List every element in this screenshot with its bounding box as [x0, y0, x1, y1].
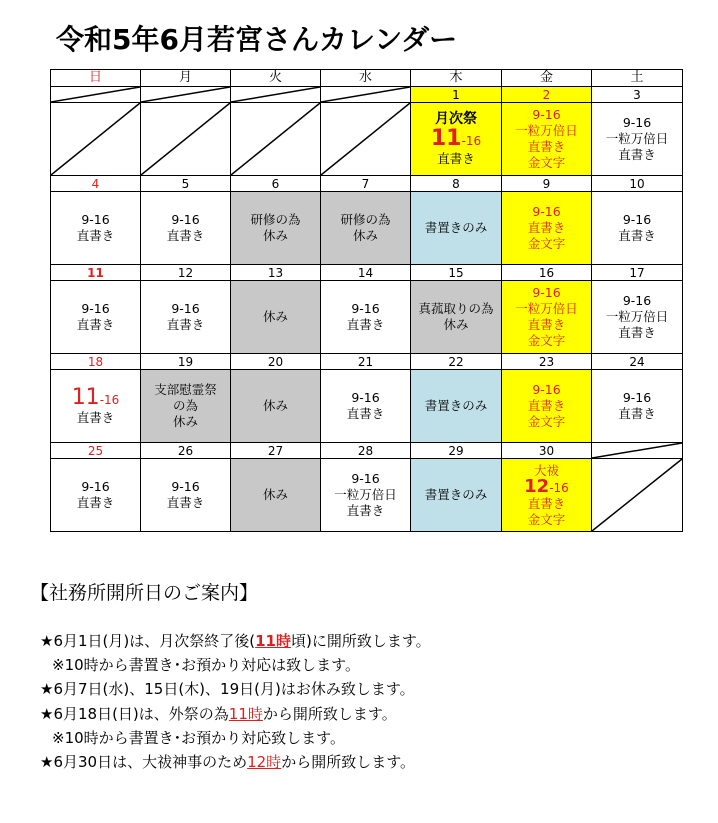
event-label: 月次祭	[435, 111, 477, 127]
date-number: 1	[411, 87, 502, 103]
service-label: 金文字	[527, 155, 566, 170]
week-2-content	[51, 192, 683, 265]
date-number: 24	[592, 354, 683, 370]
closed-reason: の為	[172, 398, 198, 413]
info-text: ★6月18日(日)は、外祭の為	[40, 705, 229, 723]
closed-label: 休み	[443, 317, 469, 332]
hours-label: 9-16	[171, 479, 200, 494]
closed-reason: 研修の為	[250, 212, 301, 227]
day-cell-jun-26	[141, 459, 231, 532]
week-4-content	[51, 370, 683, 443]
day-cell-jun-11	[51, 281, 141, 354]
week-5-content	[51, 459, 683, 532]
week-3-content	[51, 281, 683, 354]
day-cell-jun-12	[141, 281, 231, 354]
closed-label: 休み	[262, 398, 288, 413]
week-5-dates	[51, 443, 683, 459]
service-label: 直書き	[166, 317, 205, 332]
hours-label: 9-16	[171, 301, 200, 316]
weekday-mon: 月	[141, 70, 231, 87]
date-number: 13	[231, 265, 321, 281]
day-cell-jun-2	[502, 103, 592, 176]
day-cell-jun-20	[231, 370, 321, 443]
day-cell-jun-8	[411, 192, 502, 265]
event-label: 大祓	[533, 462, 559, 478]
day-cell-jun-16	[502, 281, 592, 354]
closed-reason: 支部慰霊祭	[154, 382, 217, 397]
hours-label: 9-16	[532, 382, 561, 397]
date-number: 23	[502, 354, 592, 370]
closed-label: 休み	[352, 228, 378, 243]
empty-date-cell	[141, 87, 231, 103]
date-number: 9	[502, 176, 592, 192]
date-number: 15	[411, 265, 502, 281]
service-label: 直書き	[76, 228, 115, 243]
info-line-4	[40, 703, 397, 724]
day-cell-jun-7	[321, 192, 411, 265]
closing-hour: -16	[99, 393, 120, 407]
day-cell-jun-28	[321, 459, 411, 532]
date-number: 27	[231, 443, 321, 459]
calendar-table	[50, 69, 683, 532]
date-number: 5	[141, 176, 231, 192]
week-2-dates	[51, 176, 683, 192]
service-label: 直書き	[166, 495, 205, 510]
closing-hour: -16	[461, 134, 482, 148]
service-label: 金文字	[527, 333, 566, 348]
service-label: 直書き	[346, 317, 385, 332]
hours-label: 9-16	[622, 390, 652, 405]
service-label: 金文字	[527, 414, 566, 429]
service-label: 金文字	[527, 236, 566, 251]
info-text: から開所致します。	[281, 753, 415, 771]
day-cell-jun-17	[592, 281, 683, 354]
service-label: 直書き	[346, 406, 385, 421]
date-number: 30	[502, 443, 592, 459]
day-cell-jun-4	[51, 192, 141, 265]
day-cell-jun-9	[502, 192, 592, 265]
date-number: 14	[321, 265, 411, 281]
hours-label: 9-16	[622, 212, 652, 227]
date-number: 11	[51, 265, 141, 281]
info-heading: 【社務所開所日のご案内】	[30, 582, 259, 604]
day-cell-jun-1	[411, 103, 502, 176]
info-line-1	[40, 630, 431, 651]
service-label: 直書き	[527, 317, 566, 332]
empty-date-cell	[51, 87, 141, 103]
empty-date-cell	[321, 87, 411, 103]
date-number: 3	[592, 87, 683, 103]
hours-label: 9-16	[532, 285, 561, 300]
info-text: ★6月30日は、大祓神事のため	[40, 753, 248, 771]
date-number: 17	[592, 265, 683, 281]
opening-hour: 11	[71, 385, 100, 410]
date-number: 18	[51, 354, 141, 370]
day-cell-jun-27	[231, 459, 321, 532]
closing-hour: -16	[549, 480, 569, 495]
empty-day-cell	[321, 103, 411, 176]
day-cell-jun-15	[411, 281, 502, 354]
opening-hour: 11	[430, 126, 462, 151]
empty-date-cell	[231, 87, 321, 103]
hours-label: 9-16	[351, 471, 380, 486]
day-cell-jun-18	[51, 370, 141, 443]
weekday-fri: 金	[502, 70, 592, 87]
date-number: 4	[51, 176, 141, 192]
date-number: 16	[502, 265, 592, 281]
date-number: 26	[141, 443, 231, 459]
date-number: 25	[51, 443, 141, 459]
event-label: 一粒万倍日	[605, 309, 669, 324]
info-highlight-time: 12時	[247, 753, 282, 771]
empty-day-cell	[231, 103, 321, 176]
service-label: 直書き	[346, 503, 385, 518]
date-number: 28	[321, 443, 411, 459]
service-label: 直書き	[527, 495, 566, 511]
service-label: 書置きのみ	[424, 487, 488, 502]
info-text: ★6月1日(月)は、月次祭終了後(	[40, 632, 256, 650]
closed-reason: 真菰取りの為	[418, 301, 494, 316]
date-number: 22	[411, 354, 502, 370]
day-cell-jun-6	[231, 192, 321, 265]
info-text: 頃)に開所致します。	[290, 632, 431, 650]
info-highlight-time: 11時	[255, 632, 291, 650]
closed-label: 休み	[262, 309, 288, 324]
empty-day-cell	[141, 103, 231, 176]
weekday-thu: 木	[411, 70, 502, 87]
empty-day-cell	[51, 103, 141, 176]
closed-reason: 研修の為	[340, 212, 391, 227]
hours-label: 9-16	[351, 390, 380, 405]
day-cell-jun-5	[141, 192, 231, 265]
week-1-content	[51, 103, 683, 176]
hours-label: 9-16	[81, 479, 110, 494]
service-label: 直書き	[618, 147, 656, 162]
event-label: 一粒万倍日	[515, 301, 578, 316]
hours-label: 9-16	[622, 115, 652, 130]
date-number: 20	[231, 354, 321, 370]
date-number: 29	[411, 443, 502, 459]
service-label: 直書き	[166, 228, 205, 243]
date-number: 2	[502, 87, 592, 103]
hours-label: 9-16	[351, 301, 380, 316]
service-label: 金文字	[527, 511, 566, 527]
week-3-dates	[51, 265, 683, 281]
day-cell-jun-22	[411, 370, 502, 443]
service-label: 直書き	[527, 139, 566, 154]
date-number: 12	[141, 265, 231, 281]
day-cell-jun-19	[141, 370, 231, 443]
weekday-header-row	[51, 70, 683, 87]
day-cell-jun-13	[231, 281, 321, 354]
info-line-6	[40, 751, 415, 772]
weekday-tue: 火	[231, 70, 321, 87]
closed-label: 休み	[262, 228, 288, 243]
hours-label: 9-16	[171, 212, 200, 227]
service-label: 直書き	[76, 410, 115, 425]
date-number: 21	[321, 354, 411, 370]
day-cell-jun-23	[502, 370, 592, 443]
day-cell-jun-21	[321, 370, 411, 443]
hours-label: 9-16	[81, 301, 110, 316]
date-number: 8	[411, 176, 502, 192]
hours-label: 9-16	[622, 293, 652, 308]
service-label: 直書き	[618, 325, 656, 340]
service-label: 直書き	[618, 228, 656, 243]
day-cell-jun-29	[411, 459, 502, 532]
closed-label: 休み	[262, 487, 288, 502]
empty-date-cell	[592, 443, 683, 459]
info-highlight-time: 11時	[228, 705, 263, 723]
hours-label: 9-16	[81, 212, 110, 227]
service-label: 直書き	[527, 220, 566, 235]
service-label: 直書き	[437, 151, 475, 166]
info-line-5: ※10時から書置き･お預かり対応致します。	[52, 729, 345, 747]
closed-label: 休み	[172, 414, 198, 429]
date-number: 7	[321, 176, 411, 192]
service-label: 書置きのみ	[424, 398, 488, 413]
empty-day-cell	[592, 459, 683, 532]
day-cell-jun-3	[592, 103, 683, 176]
service-label: 直書き	[618, 406, 656, 421]
service-label: 直書き	[527, 398, 566, 413]
day-cell-jun-24	[592, 370, 683, 443]
date-number: 6	[231, 176, 321, 192]
day-cell-jun-14	[321, 281, 411, 354]
hours-label: 9-16	[532, 204, 561, 219]
event-label: 一粒万倍日	[605, 131, 669, 146]
info-text: から開所致します。	[262, 705, 397, 723]
event-label: 一粒万倍日	[515, 123, 578, 138]
date-number: 10	[592, 176, 683, 192]
day-cell-jun-10	[592, 192, 683, 265]
info-line-2: ※10時から書置き･お預かり対応は致します。	[52, 656, 360, 674]
day-cell-jun-25	[51, 459, 141, 532]
weekday-sun: 日	[51, 70, 141, 87]
weekday-wed: 水	[321, 70, 411, 87]
weekday-sat: 土	[592, 70, 683, 87]
week-4-dates	[51, 354, 683, 370]
date-number: 19	[141, 354, 231, 370]
info-line-3: ★6月7日(水)、15日(木)、19日(月)はお休み致します。	[40, 680, 415, 698]
page-title: 令和5年6月若宮さんカレンダー	[56, 23, 458, 56]
event-label: 一粒万倍日	[334, 487, 397, 502]
day-cell-jun-30	[502, 459, 592, 532]
service-label: 直書き	[76, 495, 115, 510]
week-1-dates	[51, 87, 683, 103]
service-label: 書置きのみ	[424, 220, 488, 235]
service-label: 直書き	[76, 317, 115, 332]
hours-label: 9-16	[532, 107, 561, 122]
opening-hour: 12	[524, 475, 550, 497]
